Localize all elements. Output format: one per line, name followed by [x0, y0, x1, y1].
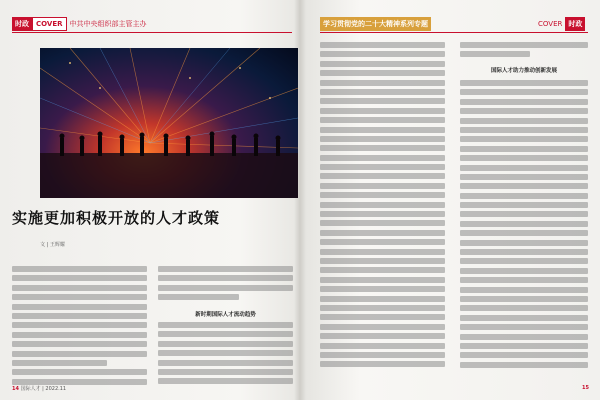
right-folio — [582, 385, 589, 391]
article-byline: 文 | 王辉耀 — [40, 242, 65, 248]
left-body-column-2 — [158, 266, 293, 304]
right-header-text: 学习贯彻党的二十大精神系列专题 — [320, 17, 431, 31]
right-section-tag: 时政 — [565, 17, 585, 31]
left-section-en: COVER — [32, 17, 67, 31]
right-body-column-2 — [460, 42, 588, 61]
right-header-rule — [320, 32, 588, 33]
right-section-en: COVER — [538, 20, 563, 28]
right-subhead: 国际人才助力推动创新发展 — [490, 68, 557, 74]
left-folio-text: 国际人才 | 2022.11 — [20, 386, 67, 392]
right-header — [538, 17, 585, 31]
right-body-column-1 — [320, 42, 445, 371]
left-header-text: 中共中央组织部主管主办 — [69, 20, 147, 28]
hero-image — [40, 48, 298, 198]
left-body-column-2b — [158, 322, 293, 388]
article-title: 实施更加积极开放的人才政策 — [12, 209, 221, 227]
left-page — [0, 0, 298, 400]
left-section-tag: 时政 — [12, 17, 32, 31]
left-subhead: 新时期国际人才流动趋势 — [195, 312, 256, 318]
left-header — [12, 17, 147, 31]
right-header-strip — [320, 17, 500, 31]
left-header-rule — [12, 32, 292, 33]
right-page — [302, 0, 600, 400]
left-page-number: 14 — [12, 386, 19, 392]
right-page-number: 15 — [582, 385, 589, 391]
right-body-column-2b — [460, 80, 588, 371]
left-body-column-1 — [12, 266, 147, 388]
left-folio — [12, 385, 66, 392]
